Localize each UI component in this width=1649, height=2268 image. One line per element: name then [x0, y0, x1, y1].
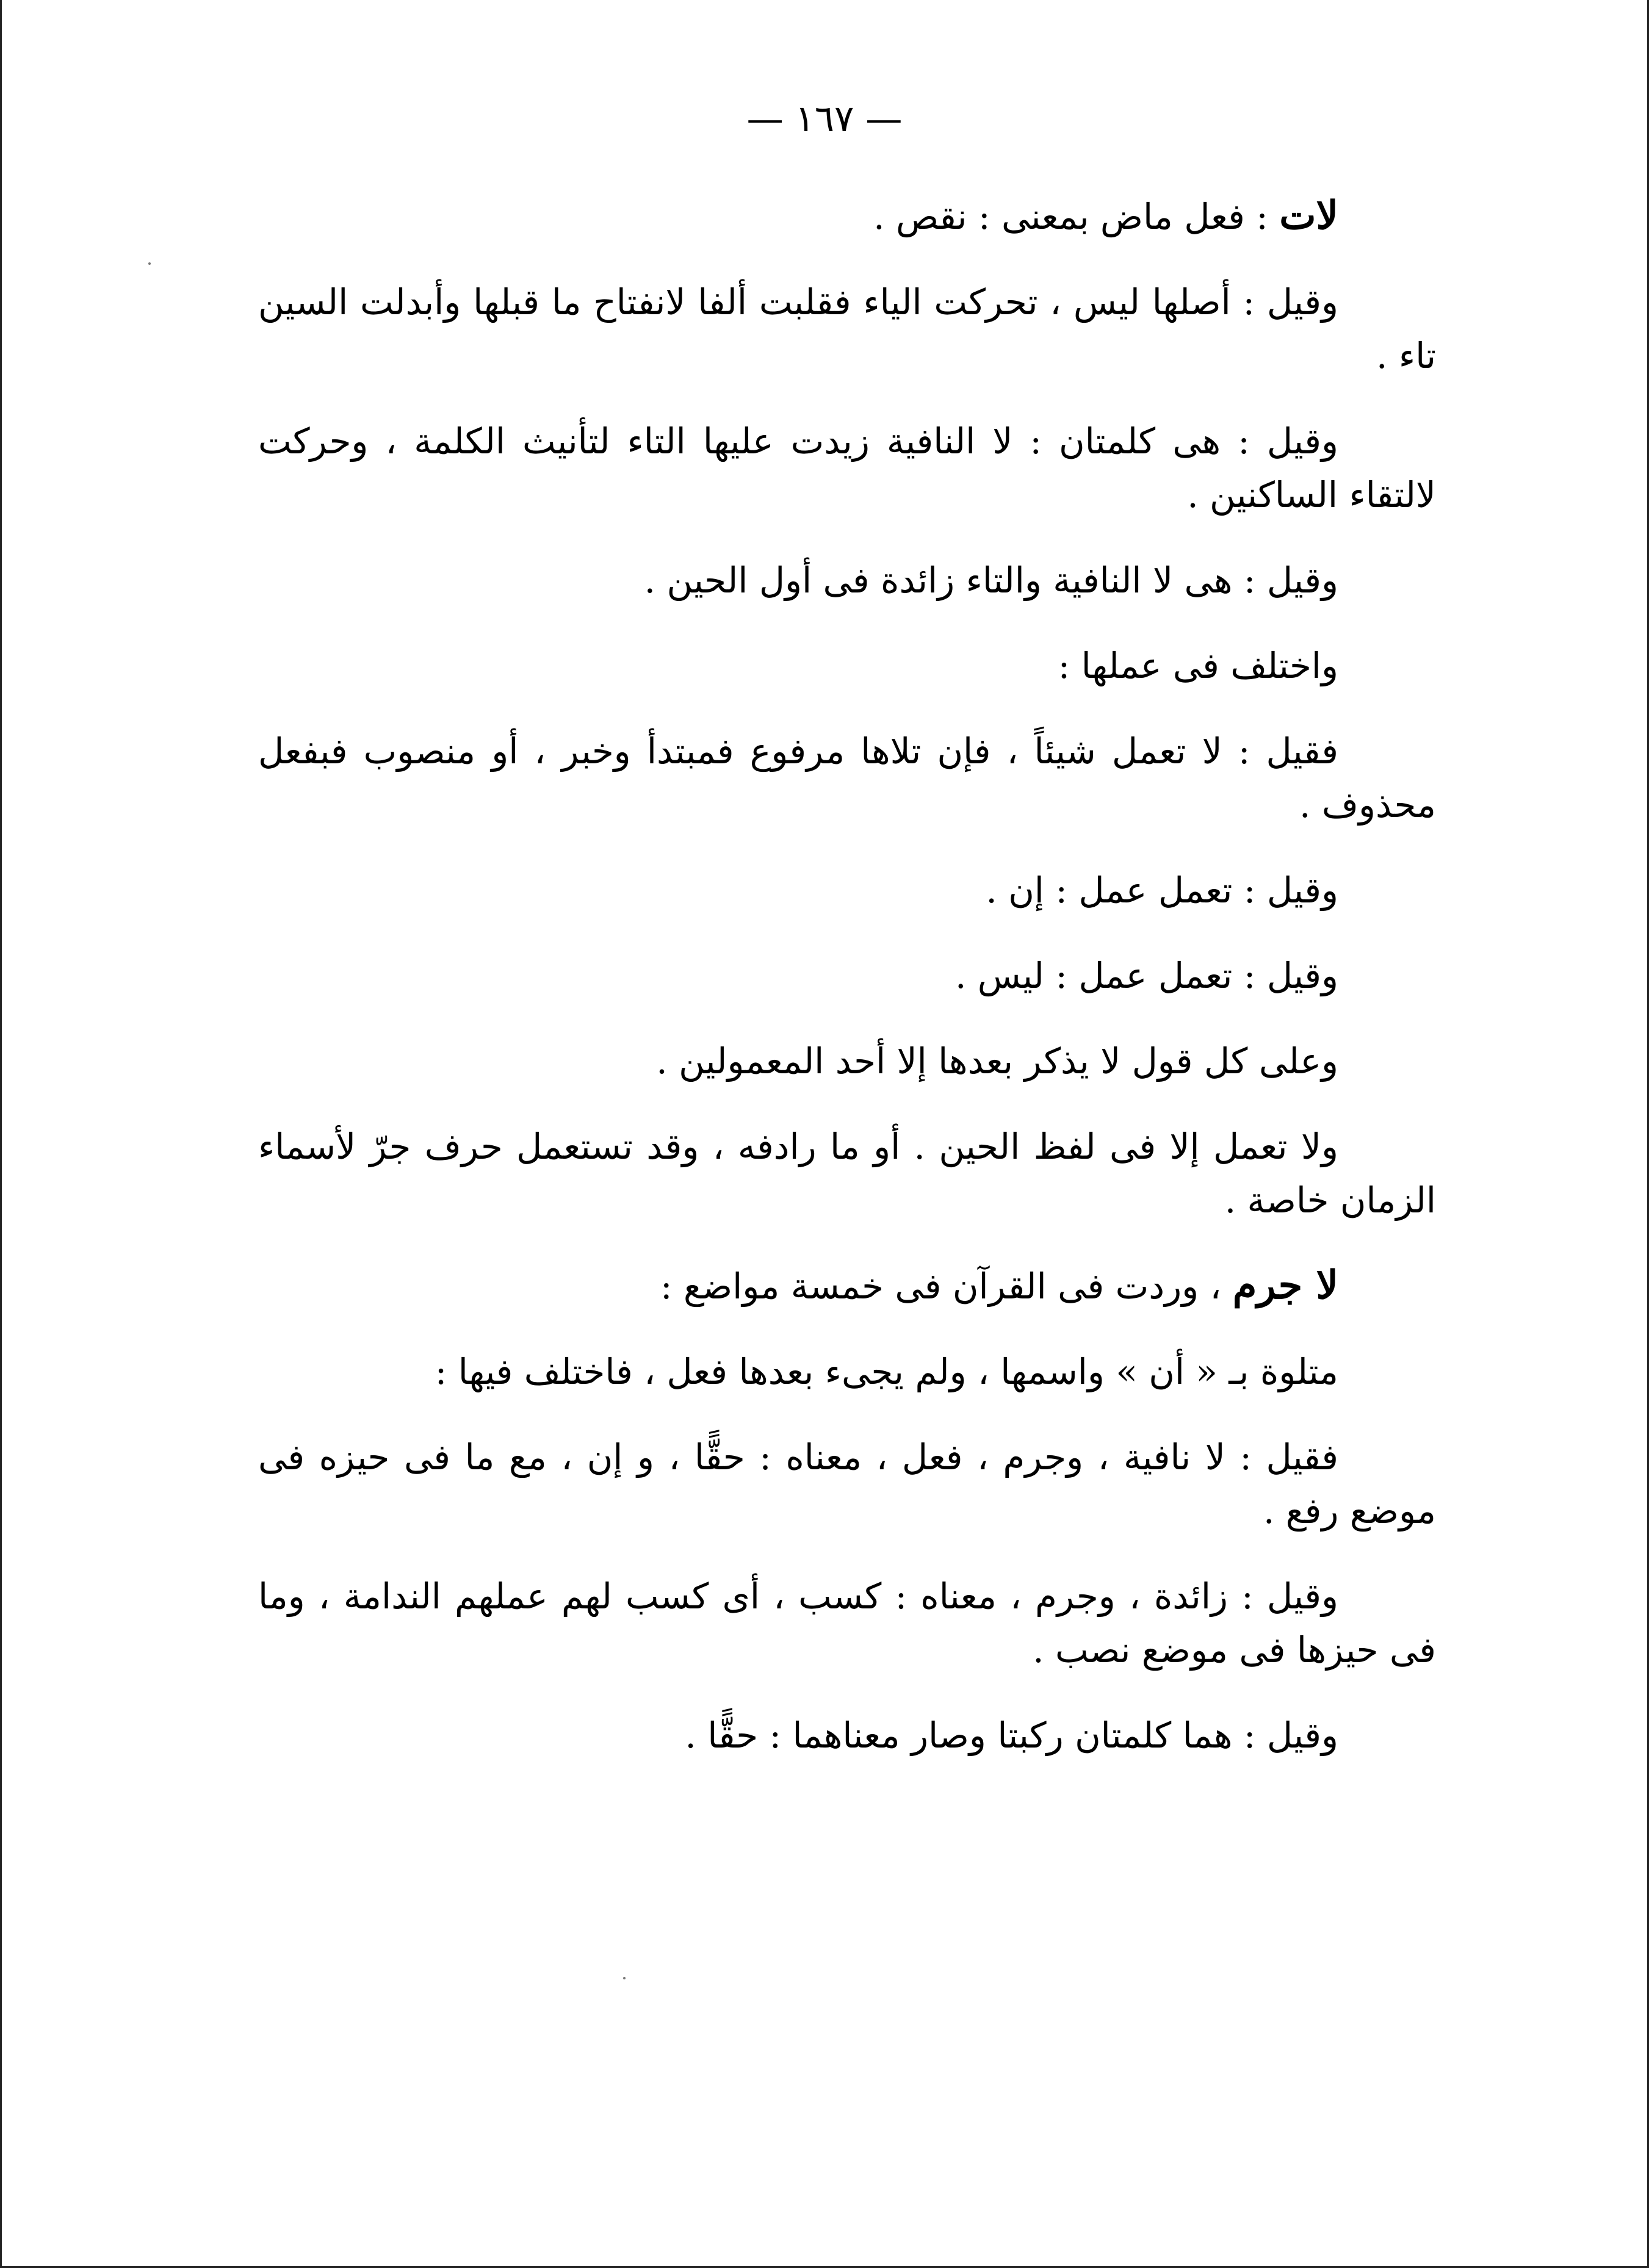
paragraph [258, 553, 1436, 607]
paragraph [258, 949, 1436, 1003]
paragraph-text: واختلف فى عملها : [1058, 645, 1338, 686]
scan-speck [623, 1977, 626, 1979]
paragraph-text: فقيل : لا تعمل شيئاً ، فإن تلاها مرفوع فمبتدأ وخبر ، أو منصوب فبفعل محذوف . [258, 730, 1436, 826]
paragraph-text: ، وردت فى القرآن فى خمسة مواضع : [660, 1265, 1233, 1307]
paragraph [258, 1708, 1436, 1762]
paragraph [258, 1430, 1436, 1538]
paragraph [258, 275, 1436, 383]
paragraph-text: ولا تعمل إلا فى لفظ الحين . أو ما رادفه ، وقد تستعمل حرف جرّ لأسماء الزمان خاصة . [258, 1126, 1436, 1221]
paragraph-text: وقيل : هى كلمتان : لا النافية زيدت عليها التاء لتأنيث الكلمة ، وحركت لالتقاء الساكنين . [258, 420, 1436, 516]
paragraph [258, 414, 1436, 522]
paragraph-text: متلوة بـ « أن » واسمها ، ولم يجىء بعدها فعل ، فاختلف فيها : [435, 1351, 1338, 1392]
paragraph-text: وعلى كل قول لا يذكر بعدها إلا أحد المعمولين . [656, 1040, 1338, 1082]
paragraph-text: وقيل : تعمل عمل : إن . [986, 869, 1338, 911]
entry-term-lat: لات [1279, 193, 1338, 239]
scan-speck [148, 262, 151, 265]
paragraph [258, 639, 1436, 693]
paragraph-text: وقيل : هما كلمتان ركبتا وصار معناهما : حقًّا . [685, 1715, 1338, 1756]
paragraph-text: وقيل : زائدة ، وجرم ، معناه : كسب ، أى كسب لهم عملهم الندامة ، وما فى حيزها فى موضع نصب . [258, 1575, 1436, 1671]
paragraph [258, 1569, 1436, 1677]
paragraph-text: وقيل : أصلها ليس ، تحركت الياء فقلبت ألفا لانفتاح ما قبلها وأبدلت السين تاء . [258, 281, 1436, 376]
paragraph-text: وقيل : تعمل عمل : ليس . [954, 955, 1338, 996]
paragraph [258, 724, 1436, 832]
page-body [258, 189, 1436, 1794]
page-number: — ١٦٧ — [746, 98, 903, 140]
paragraph-text: فقيل : لا نافية ، وجرم ، فعل ، معناه : حقًّا ، و إن ، مع ما فى حيزه فى موضع رفع . [258, 1436, 1436, 1532]
paragraph [258, 1034, 1436, 1088]
paragraph [258, 863, 1436, 917]
paragraph-text: وقيل : هى لا النافية والتاء زائدة فى أول الحين . [644, 560, 1338, 601]
paragraph [258, 1345, 1436, 1399]
entry-la-jarama-definition [258, 1259, 1436, 1313]
paragraph-text: : فعل ماض بمعنى : نقص . [873, 196, 1280, 237]
paragraph [258, 1120, 1436, 1227]
entry-lat-definition [258, 189, 1436, 243]
entry-term-la-jarama: لا جرم [1232, 1262, 1338, 1308]
